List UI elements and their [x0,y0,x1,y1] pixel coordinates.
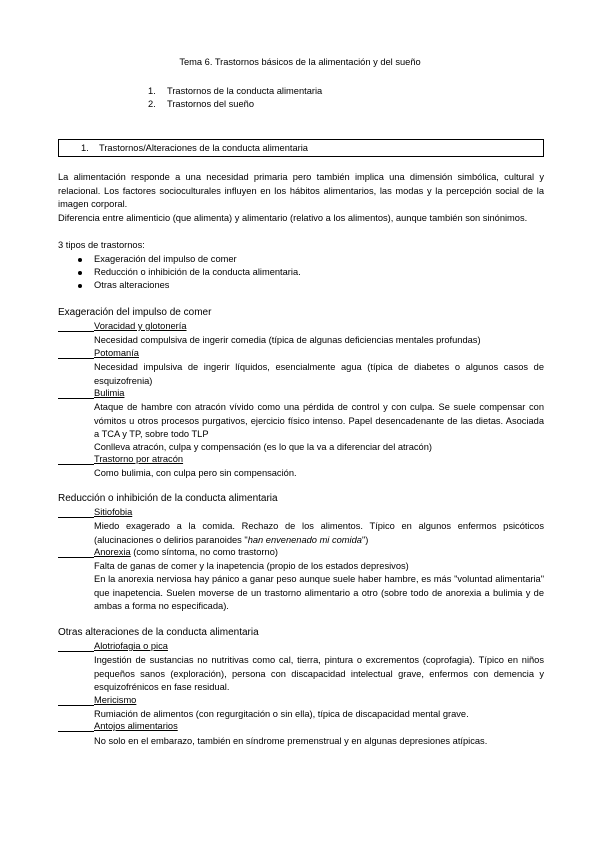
underline-rule [58,651,94,652]
toc-item-2: Trastornos del sueño [167,99,254,109]
term-potomania: Potomanía [94,348,139,358]
definition-anorexia-nerviosa: En la anorexia nerviosa hay pánico a ganar peso aunque suele haber hambre, es más "voluntad alimentaria" que inapetencia. Suelen moverse de un trastorno alimentario a otro (sobre todo de anorexia a bulimia y de ambas a forma no especificada). [94,574,544,611]
underline-rule [58,731,94,732]
definition-sitiofobia: Miedo exagerado a la comida. Rechazo de los alimentos. Típico en algunos enfermos psicóticos (alucinaciones o delirios paranoides "han envenenado mi comida") [94,521,544,545]
type-item-3: Otras alteraciones [94,280,170,290]
underline-rule [58,705,94,706]
section-heading-label: Trastornos/Alteraciones de la conducta alimentaria [99,143,308,153]
section-heading-box [58,139,544,157]
underline-rule [58,464,94,465]
section-heading-number: 1. [81,143,89,153]
term-atracon: Trastorno por atracón [94,454,184,464]
term-mericismo: Mericismo [94,695,137,705]
toc-number-2: 2. [148,99,156,109]
underline-rule [58,331,94,332]
type-item-1: Exageración del impulso de comer [94,254,237,264]
term-pica: Alotriofagia o pica [94,641,168,651]
underline-rule [58,557,94,558]
section-heading-exageracion: Exageración del impulso de comer [58,307,212,318]
definition-bulimia: Ataque de hambre con atracón vívido como una pérdida de control y con culpa. Se suele compensar con vómitos u otros procesos purgativos, ejercicio físico intenso. Papel desencadenante de las dietas. Asociada a TCA y TP, sobre todo TLP [94,402,544,439]
underline-rule [58,517,94,518]
intro-paragraph-2: Diferencia entre alimenticio (que alimenta) y alimentario (relativo a los alimentos), aunque también son sinónimos. [58,213,528,223]
definition-voracidad: Necesidad compulsiva de ingerir comedia (típica de algunas deficiencias mentales profundas) [94,335,481,345]
quoted-phrase: han envenenado mi comida [247,534,362,545]
bullet-icon [78,258,82,262]
definition-mericismo: Rumiación de alimentos (con regurgitación o sin ella), típica de discapacidad mental grave. [94,709,469,719]
term-bulimia: Bulimia [94,388,125,398]
term-sitiofobia: Sitiofobia [94,507,133,517]
term-anorexia-suffix: (como síntoma, no como trastorno) [130,547,278,557]
toc-item-1: Trastornos de la conducta alimentaria [167,86,323,96]
definition-bulimia-note: Conlleva atracón, culpa y compensación (es lo que la va a diferenciar del atracón) [94,442,432,452]
definition-anorexia: Falta de ganas de comer y la inapetencia (propio de los estados depresivos) [94,561,409,571]
toc-number-1: 1. [148,86,156,96]
term-antojos: Antojos alimentarios [94,721,178,731]
section-heading-reduccion: Reducción o inhibición de la conducta alimentaria [58,493,278,504]
type-item-2: Reducción o inhibición de la conducta alimentaria. [94,267,301,277]
types-label: 3 tipos de trastornos: [58,240,145,250]
term-voracidad: Voracidad y glotonería [94,321,187,331]
page-title: Tema 6. Trastornos básicos de la alimentación y del sueño [179,57,421,67]
underline-rule [58,398,94,399]
definition-pica: Ingestión de sustancias no nutritivas como cal, tierra, pintura o excrementos (coprofagia). Típico en niños pequeños sanos (exploración), persona con discapacidad intelectual grave, enfermos con demencia y esquizofrénicos en fase residual. [94,655,544,692]
definition-potomania: Necesidad impulsiva de ingerir líquidos, esencialmente agua (típica de diabetes o algunos casos de esquizofrenia) [94,362,544,386]
definition-atracon: Como bulimia, con culpa pero sin compensación. [94,468,297,478]
term-anorexia: Anorexia [94,547,131,557]
bullet-icon [78,284,82,288]
bullet-icon [78,271,82,275]
section-heading-otras: Otras alteraciones de la conducta alimentaria [58,627,259,638]
underline-rule [58,358,94,359]
definition-antojos: No solo en el embarazo, también en síndrome premenstrual y en algunas depresiones atípicas. [94,736,488,746]
intro-paragraph-1: La alimentación responde a una necesidad primaria pero también implica una dimensión simbólica, cultural y relacional. Los factores socioculturales influyen en los hábitos alimentarios, las modas y la percepción social de la imagen corporal. [58,172,544,209]
term-anorexia-line [94,547,278,557]
